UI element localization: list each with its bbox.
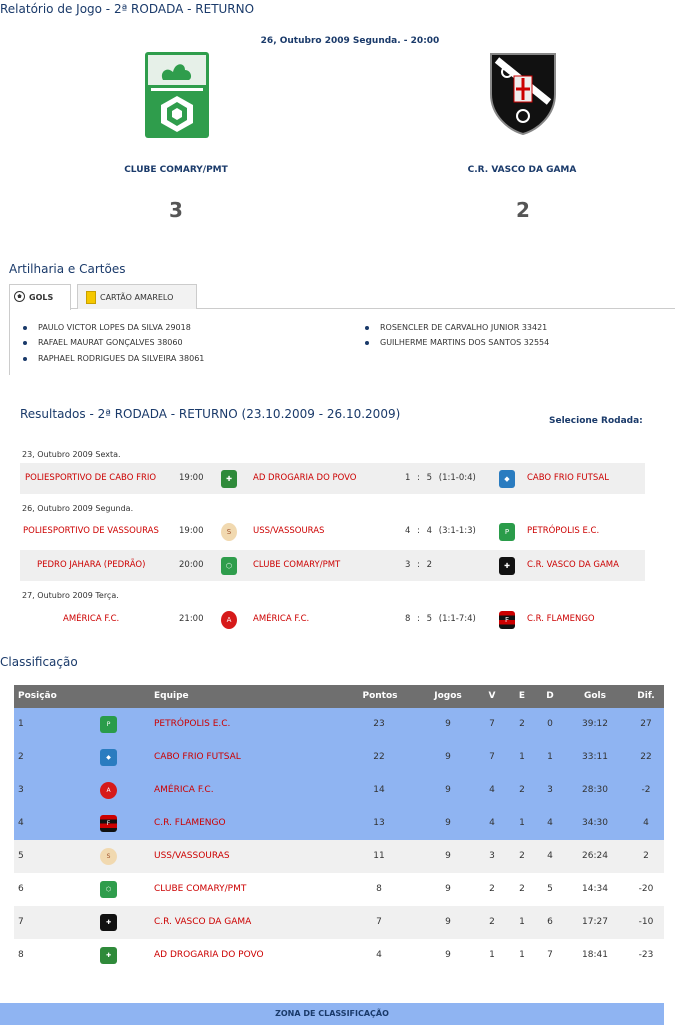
- game-time: 21:00: [179, 614, 204, 624]
- result-row: [20, 516, 645, 547]
- row-position: 6: [18, 884, 24, 894]
- day-label: 26, Outubro 2009 Segunda.: [22, 504, 134, 513]
- row-draws: 2: [519, 851, 525, 861]
- row-position: 7: [18, 917, 24, 927]
- home-scorer: PAULO VICTOR LOPES DA SILVA 29018: [38, 323, 191, 332]
- row-goals: 33:11: [582, 752, 608, 762]
- petropolis-logo-icon: P: [499, 523, 515, 541]
- home-team-link[interactable]: USS/VASSOURAS: [253, 526, 325, 536]
- row-team-link[interactable]: C.R. VASCO DA GAMA: [154, 917, 252, 927]
- away-team-link[interactable]: C.R. FLAMENGO: [527, 614, 595, 624]
- row-points: 8: [376, 884, 382, 894]
- row-draws: 1: [519, 950, 525, 960]
- header-draws: E: [518, 691, 526, 701]
- row-team-link[interactable]: CLUBE COMARY/PMT: [154, 884, 247, 894]
- home-team-logo: [145, 52, 209, 138]
- row-position: 8: [18, 950, 24, 960]
- table-row: [14, 939, 664, 972]
- vassouras-logo-icon: S: [100, 848, 117, 865]
- header-games: Jogos: [434, 691, 462, 701]
- drogaria-logo-icon: ✚: [221, 470, 237, 488]
- row-wins: 4: [489, 785, 495, 795]
- row-position: 3: [18, 785, 24, 795]
- row-position: 2: [18, 752, 24, 762]
- row-goals: 17:27: [582, 917, 608, 927]
- tab-goals[interactable]: [9, 284, 71, 310]
- select-round-label[interactable]: Selecione Rodada:: [549, 416, 643, 426]
- row-losses: 4: [547, 851, 553, 861]
- row-team-link[interactable]: CABO FRIO FUTSAL: [154, 752, 241, 762]
- away-scorer: ROSENCLER DE CARVALHO JUNIOR 33421: [380, 323, 548, 332]
- day-label: 27, Outubro 2009 Terça.: [22, 591, 119, 600]
- america-logo-icon: A: [100, 782, 117, 799]
- standings-title: Classificação: [0, 655, 78, 669]
- row-losses: 0: [547, 719, 553, 729]
- row-games: 9: [445, 719, 451, 729]
- row-points: 22: [373, 752, 385, 762]
- row-position: 4: [18, 818, 24, 828]
- row-draws: 1: [519, 752, 525, 762]
- header-position: Posição: [18, 691, 57, 701]
- row-games: 9: [445, 752, 451, 762]
- drogaria-logo-icon: ✚: [100, 947, 117, 964]
- row-points: 23: [373, 719, 385, 729]
- row-goals: 39:12: [582, 719, 608, 729]
- row-losses: 1: [547, 752, 553, 762]
- america-logo-icon: A: [221, 611, 237, 629]
- row-diff: 22: [640, 752, 652, 762]
- game-score[interactable]: 4 : 4 (3:1-1:3): [405, 526, 476, 536]
- row-goals: 34:30: [582, 818, 608, 828]
- vasco-logo-icon: ✚: [100, 914, 117, 931]
- row-points: 11: [373, 851, 385, 861]
- row-team-link[interactable]: AD DROGARIA DO POVO: [154, 950, 264, 960]
- row-diff: 27: [640, 719, 652, 729]
- standings-header: [14, 685, 664, 708]
- scorers-tabs: [9, 284, 675, 309]
- away-team-link[interactable]: C.R. VASCO DA GAMA: [527, 560, 619, 570]
- row-points: 13: [373, 818, 385, 828]
- cabo-frio-logo-icon: ◆: [499, 470, 515, 488]
- cabo-frio-logo-icon: ◆: [100, 749, 117, 766]
- row-goals: 28:30: [582, 785, 608, 795]
- row-losses: 4: [547, 818, 553, 828]
- away-team-name: C.R. VASCO DA GAMA: [467, 165, 577, 175]
- away-score: 2: [516, 198, 530, 222]
- flamengo-logo-icon: F: [499, 611, 515, 629]
- row-points: 4: [376, 950, 382, 960]
- home-team-link[interactable]: CLUBE COMARY/PMT: [253, 560, 341, 570]
- tab-yellow-card-label: CARTÃO AMARELO: [100, 292, 174, 302]
- row-position: 1: [18, 719, 24, 729]
- page-title: Relatório de Jogo - 2ª RODADA - RETURNO: [0, 2, 255, 16]
- home-score: 3: [169, 198, 183, 222]
- row-wins: 3: [489, 851, 495, 861]
- row-games: 9: [445, 851, 451, 861]
- venue-link[interactable]: AMÉRICA F.C.: [63, 614, 120, 624]
- row-games: 9: [445, 785, 451, 795]
- table-row: [14, 873, 664, 906]
- classification-zone-legend: ZONA DE CLASSIFICAÇÃO: [0, 1003, 664, 1025]
- row-draws: 1: [519, 917, 525, 927]
- away-team-logo: [487, 50, 559, 136]
- scorers-panel: [9, 309, 675, 375]
- header-team: Equipe: [154, 691, 189, 701]
- home-scorer: RAPHAEL RODRIGUES DA SILVEIRA 38061: [38, 354, 205, 363]
- row-team-link[interactable]: AMÉRICA F.C.: [154, 785, 214, 795]
- row-draws: 2: [519, 719, 525, 729]
- home-team-link[interactable]: AMÉRICA F.C.: [253, 614, 310, 624]
- row-goals: 14:34: [582, 884, 608, 894]
- row-games: 9: [445, 818, 451, 828]
- scorers-section-title: Artilharia e Cartões: [9, 262, 126, 276]
- row-diff: -20: [638, 884, 654, 894]
- tab-goals-label: GOLS: [29, 293, 54, 302]
- venue-link[interactable]: POLIESPORTIVO DE CABO FRIO: [25, 473, 157, 483]
- result-row: [20, 463, 645, 494]
- row-diff: -23: [638, 950, 654, 960]
- petropolis-logo-icon: P: [100, 716, 117, 733]
- home-team-name: CLUBE COMARY/PMT: [124, 165, 228, 175]
- game-score[interactable]: 3 : 2: [405, 560, 433, 570]
- row-games: 9: [445, 950, 451, 960]
- row-diff: 2: [643, 851, 649, 861]
- away-team-link[interactable]: CABO FRIO FUTSAL: [527, 473, 609, 483]
- game-score[interactable]: 8 : 5 (1:1-7:4): [405, 614, 476, 624]
- row-diff: 4: [643, 818, 649, 828]
- row-wins: 2: [489, 884, 495, 894]
- table-row: [14, 906, 664, 939]
- row-points: 14: [373, 785, 385, 795]
- day-label: 23, Outubro 2009 Sexta.: [22, 450, 121, 459]
- header-losses: D: [546, 691, 554, 701]
- home-scorer: RAFAEL MAURAT GONÇALVES 38060: [38, 338, 183, 347]
- game-time: 20:00: [179, 560, 204, 570]
- table-row: [14, 741, 664, 774]
- flamengo-logo-icon: F: [100, 815, 117, 832]
- row-team-link[interactable]: USS/VASSOURAS: [154, 851, 230, 861]
- match-date: 26, Outubro 2009 Segunda. - 20:00: [260, 36, 440, 46]
- away-scorer: GUILHERME MARTINS DOS SANTOS 32554: [380, 338, 550, 347]
- row-losses: 6: [547, 917, 553, 927]
- yellow-card-icon: [86, 291, 96, 304]
- venue-link[interactable]: POLIESPORTIVO DE VASSOURAS: [23, 526, 159, 536]
- game-time: 19:00: [179, 526, 204, 536]
- vasco-logo-icon: ✚: [499, 557, 515, 575]
- game-score[interactable]: 1 : 5 (1:1-0:4): [405, 473, 476, 483]
- comary-logo-icon: ⬡: [100, 881, 117, 898]
- row-diff: -10: [638, 917, 654, 927]
- row-draws: 2: [519, 785, 525, 795]
- row-team-link[interactable]: C.R. FLAMENGO: [154, 818, 226, 828]
- game-time: 19:00: [179, 473, 204, 483]
- vassouras-logo-icon: S: [221, 523, 237, 541]
- row-goals: 18:41: [582, 950, 608, 960]
- table-row: [14, 708, 664, 741]
- row-draws: 2: [519, 884, 525, 894]
- tab-yellow-card[interactable]: [77, 284, 197, 309]
- row-diff: -2: [641, 785, 651, 795]
- result-row: [20, 604, 645, 635]
- row-losses: 7: [547, 950, 553, 960]
- row-position: 5: [18, 851, 24, 861]
- comary-logo-icon: ⬡: [221, 557, 237, 575]
- results-title: Resultados - 2ª RODADA - RETURNO (23.10.2009 - 26.10.2009): [20, 407, 401, 421]
- row-games: 9: [445, 917, 451, 927]
- table-row: [14, 774, 664, 807]
- header-points: Pontos: [362, 691, 398, 701]
- row-team-link[interactable]: PETRÓPOLIS E.C.: [154, 719, 231, 729]
- result-row: [20, 550, 645, 581]
- soccer-ball-icon: [14, 291, 25, 304]
- row-draws: 1: [519, 818, 525, 828]
- row-goals: 26:24: [582, 851, 608, 861]
- row-wins: 2: [489, 917, 495, 927]
- row-losses: 3: [547, 785, 553, 795]
- row-losses: 5: [547, 884, 553, 894]
- row-wins: 4: [489, 818, 495, 828]
- header-goals: Gols: [583, 691, 606, 701]
- row-points: 7: [376, 917, 382, 927]
- header-diff: Dif.: [637, 691, 655, 701]
- table-row: [14, 840, 664, 873]
- row-wins: 7: [489, 719, 495, 729]
- row-wins: 7: [489, 752, 495, 762]
- row-wins: 1: [489, 950, 495, 960]
- away-team-link[interactable]: PETRÓPOLIS E.C.: [527, 526, 600, 536]
- home-team-link[interactable]: AD DROGARIA DO POVO: [253, 473, 357, 483]
- table-row: [14, 807, 664, 840]
- row-games: 9: [445, 884, 451, 894]
- venue-link[interactable]: PEDRO JAHARA (PEDRÃO): [37, 560, 146, 570]
- header-wins: V: [488, 691, 496, 701]
